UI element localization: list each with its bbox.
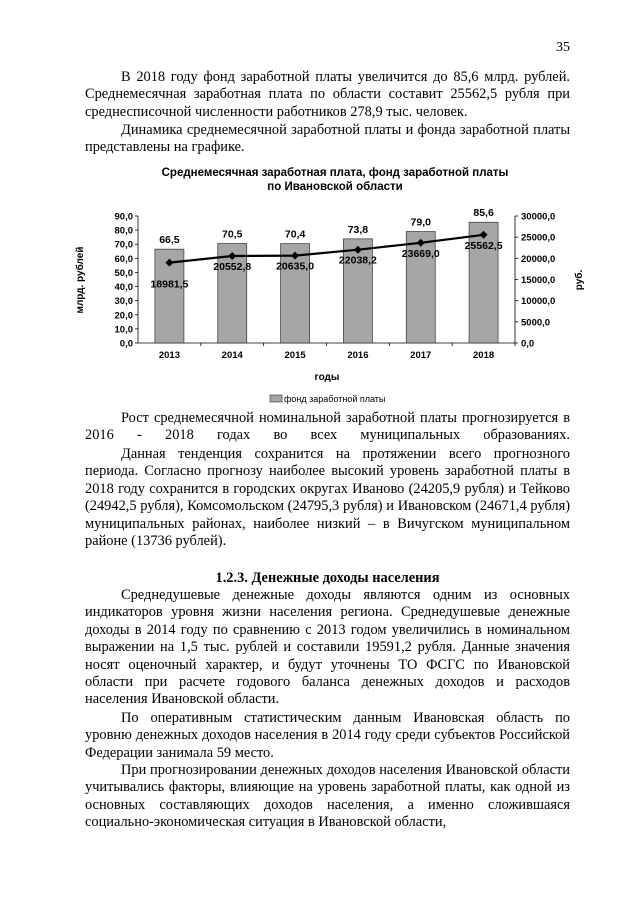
chart-title-line1: Среднемесячная заработная плата, фонд заработной платы <box>161 167 509 179</box>
left-tick-label: 60,0 <box>114 253 133 265</box>
salary-label-2017: 23669,0 <box>401 247 440 260</box>
x-tick-label-2014: 2014 <box>221 350 243 361</box>
salary-chart <box>70 160 600 410</box>
right-tick-label: 25000,0 <box>521 232 556 244</box>
paragraph-forecasting: При прогнозировании денежных доходов населения Ивановской области учитывались факторы, влияющие на уровень заработной платы, как одной из основных составляющих доходов населения, а именно сложившаяся социально-экономическая ситуация в Ивановской области, <box>85 762 570 831</box>
y-axis-left-label: млрд. рублей <box>75 246 86 314</box>
bar-label-2013: 66,5 <box>159 234 180 247</box>
x-axis-label: годы <box>314 372 340 383</box>
paragraph-trend: Данная тенденция сохранится на протяжении всего прогнозного периода. Согласно прогнозу наиболее высокий уровень заработной платы в 2018 году сохранится в городских округах Иваново (24205,9 рубля) и Тейково (24942,5 рубля), Комсомольском (24795,3 рубля) и Ивановском (24671,4 рубля) муниципальных районах, наиболее низкий – в Вичугском муниципальном районе (13736 рублей). <box>85 446 570 550</box>
paragraph-income: Среднедушевые денежные доходы являются одним из основных индикаторов уровня жизни населения региона. Среднедушевые денежные доходы в 2014 году по сравнению с 2013 годом увеличились в номинальном выражении на 1,5 тыс. рублей и составили 19591,2 рубля. Данные значения носят оценочный характер, и будут уточнены ТО ФСГС по Ивановской области при расчете годового баланса денежных доходов и расходов населения Ивановской области. <box>85 587 570 708</box>
left-tick-label: 0,0 <box>119 338 133 350</box>
x-tick-label-2016: 2016 <box>347 350 369 361</box>
x-tick-label-2013: 2013 <box>158 350 180 361</box>
salary-label-2018: 25562,5 <box>464 239 503 252</box>
left-tick-label: 90,0 <box>114 211 133 223</box>
left-tick-label: 50,0 <box>114 267 133 279</box>
salary-label-2013: 18981,5 <box>150 278 189 291</box>
left-tick-labels <box>115 212 139 350</box>
right-tick-label: 30000,0 <box>521 211 556 223</box>
bar-label-2017: 79,0 <box>410 216 431 229</box>
legend-label: фонд заработной платы <box>284 394 386 404</box>
salary-label-2015: 20635,0 <box>276 260 315 273</box>
left-tick-label: 20,0 <box>114 310 133 322</box>
x-tick-label-2018: 2018 <box>473 350 495 361</box>
chart-title-line2: по Ивановской области <box>267 181 403 193</box>
left-tick-label: 40,0 <box>114 282 133 294</box>
salary-value-labels <box>150 240 502 291</box>
right-tick-label: 15000,0 <box>521 275 556 286</box>
x-tick-label-2015: 2015 <box>284 350 306 361</box>
left-tick-label: 30,0 <box>114 296 133 308</box>
page-number: 35 <box>556 40 570 55</box>
section-heading: 1.2.3. Денежные доходы населения <box>215 570 440 586</box>
bar-label-2015: 70,4 <box>284 228 306 241</box>
bar-label-2018: 85,6 <box>473 207 494 220</box>
x-tick-label-2017: 2017 <box>410 350 432 361</box>
right-tick-label: 20000,0 <box>521 253 556 265</box>
right-tick-label: 0,0 <box>521 338 535 350</box>
right-tick-label: 5000,0 <box>521 317 551 329</box>
right-tick-labels <box>515 212 555 350</box>
left-tick-label: 70,0 <box>114 239 133 251</box>
x-tick-labels <box>159 343 515 361</box>
right-tick-label: 10000,0 <box>521 296 556 308</box>
left-tick-label: 10,0 <box>114 324 133 336</box>
y-axis-right-label: руб. <box>574 269 585 291</box>
paragraph-fund-forecast: В 2018 году фонд заработной платы увеличится до 85,6 млрд. рублей. Среднемесячная заработная плата по области составит 25562,5 рубля при среднесписочной численности работников 278,9 тыс. человек. <box>85 69 570 120</box>
paragraph-chart-intro: Динамика среднемесячной заработной платы и фонда заработной платы представлены на графике. <box>85 122 570 156</box>
paragraph-growth: Рост среднемесячной номинальной заработной платы прогнозируется в 2016 - 2018 годах во всех муниципальных образованиях. <box>85 410 570 444</box>
legend-swatch <box>270 395 282 402</box>
left-tick-label: 80,0 <box>114 225 133 237</box>
paragraph-ranking: По оперативным статистическим данным Ивановская область по уровню денежных доходов населения в 2014 году среди субъектов Российской Федерации занимала 59 место. <box>85 710 570 761</box>
bar-label-2016: 73,8 <box>347 223 369 236</box>
salary-label-2014: 20552,8 <box>213 260 252 273</box>
salary-label-2016: 22038,2 <box>338 254 377 267</box>
bar-label-2014: 70,5 <box>222 228 243 241</box>
